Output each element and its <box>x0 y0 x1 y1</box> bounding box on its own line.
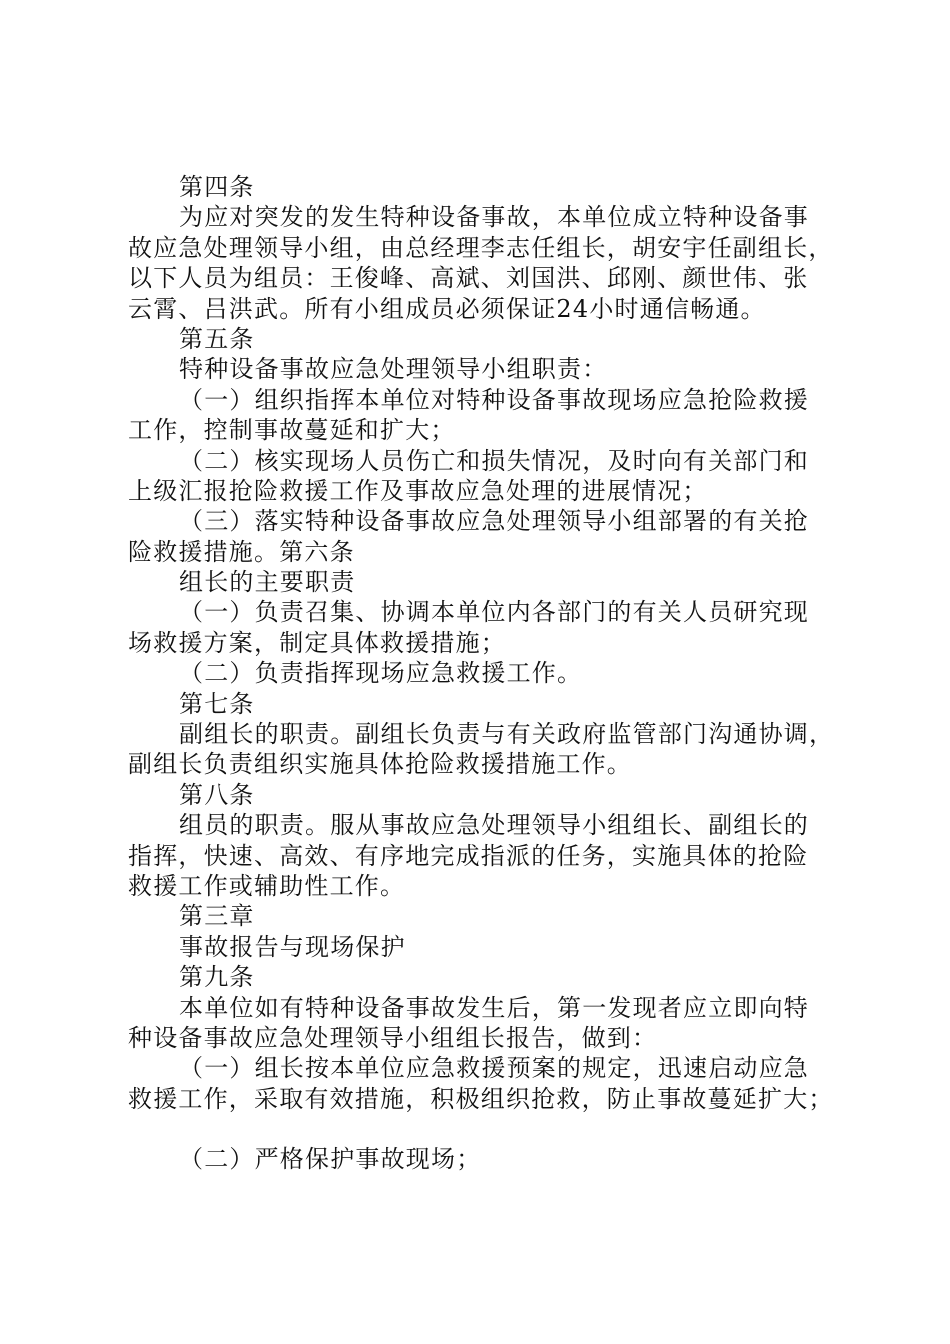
list-item-line: （三）落实特种设备事故应急处理领导小组部署的有关抢 <box>179 507 809 536</box>
paragraph-line: 种设备事故应急处理领导小组组长报告，做到： <box>128 1023 658 1052</box>
paragraph-line: 为应对突发的发生特种设备事故，本单位成立特种设备事 <box>179 203 809 232</box>
article-heading: 第七条 <box>179 689 255 718</box>
paragraph-line: 组员的职责。服从事故应急处理领导小组组长、副组长的 <box>179 811 809 840</box>
list-item-line: （二）负责指挥现场应急救援工作。 <box>179 659 583 688</box>
article-heading: 第四条 <box>179 173 255 201</box>
spacer <box>128 1114 838 1144</box>
paragraph-line: 副组长的职责。副组长负责与有关政府监管部门沟通协调， <box>179 720 835 749</box>
paragraph-line: 本单位如有特种设备事故发生后，第一发现者应立即向特 <box>179 993 809 1022</box>
paragraph-line: 副组长负责组织实施具体抢险救援措施工作。 <box>128 750 632 779</box>
list-item-line: （一）组长按本单位应急救援预案的规定，迅速启动应急 <box>179 1054 809 1083</box>
list-item-line: （一）组织指挥本单位对特种设备事故现场应急抢险救援 <box>179 385 809 414</box>
list-item-line: （二）核实现场人员伤亡和损失情况，及时向有关部门和 <box>179 446 809 475</box>
paragraph-line: 云霄、吕洪武。所有小组成员必须保证24小时通信畅通。 <box>128 294 766 323</box>
list-item-line: 险救援措施。第六条 <box>128 537 355 566</box>
article-heading: 第九条 <box>179 963 255 992</box>
document-body <box>128 172 838 1175</box>
paragraph-line: 以下人员为组员：王俊峰、高斌、刘国洪、邱刚、颜世伟、张 <box>128 264 809 293</box>
article-heading: 第五条 <box>179 324 255 353</box>
list-item-line: （一）负责召集、协调本单位内各部门的有关人员研究现 <box>179 598 809 627</box>
paragraph-line: 指挥，快速、高效、有序地完成指派的任务，实施具体的抢险 <box>128 841 809 870</box>
paragraph-line: 组长的主要职责 <box>179 568 356 597</box>
list-item-line: 上级汇报抢险救援工作及事故应急处理的进展情况； <box>128 476 708 505</box>
article-heading: 第八条 <box>179 780 255 809</box>
paragraph-line: 特种设备事故应急处理领导小组职责： <box>179 355 608 384</box>
list-item-line: 场救援方案，制定具体救援措施； <box>128 628 506 657</box>
list-item-line: （二）严格保护事故现场； <box>179 1145 482 1174</box>
list-item-line: 救援工作，采取有效措施，积极组织抢救，防止事故蔓延扩大； <box>128 1084 834 1113</box>
chapter-title: 事故报告与现场保护 <box>179 932 406 961</box>
chapter-heading: 第三章 <box>179 902 255 931</box>
list-item-line: 工作，控制事故蔓延和扩大； <box>128 416 456 445</box>
paragraph-line: 故应急处理领导小组，由总经理李志任组长，胡安宇任副组长， <box>128 233 834 262</box>
paragraph-line: 救援工作或辅助性工作。 <box>128 871 406 900</box>
